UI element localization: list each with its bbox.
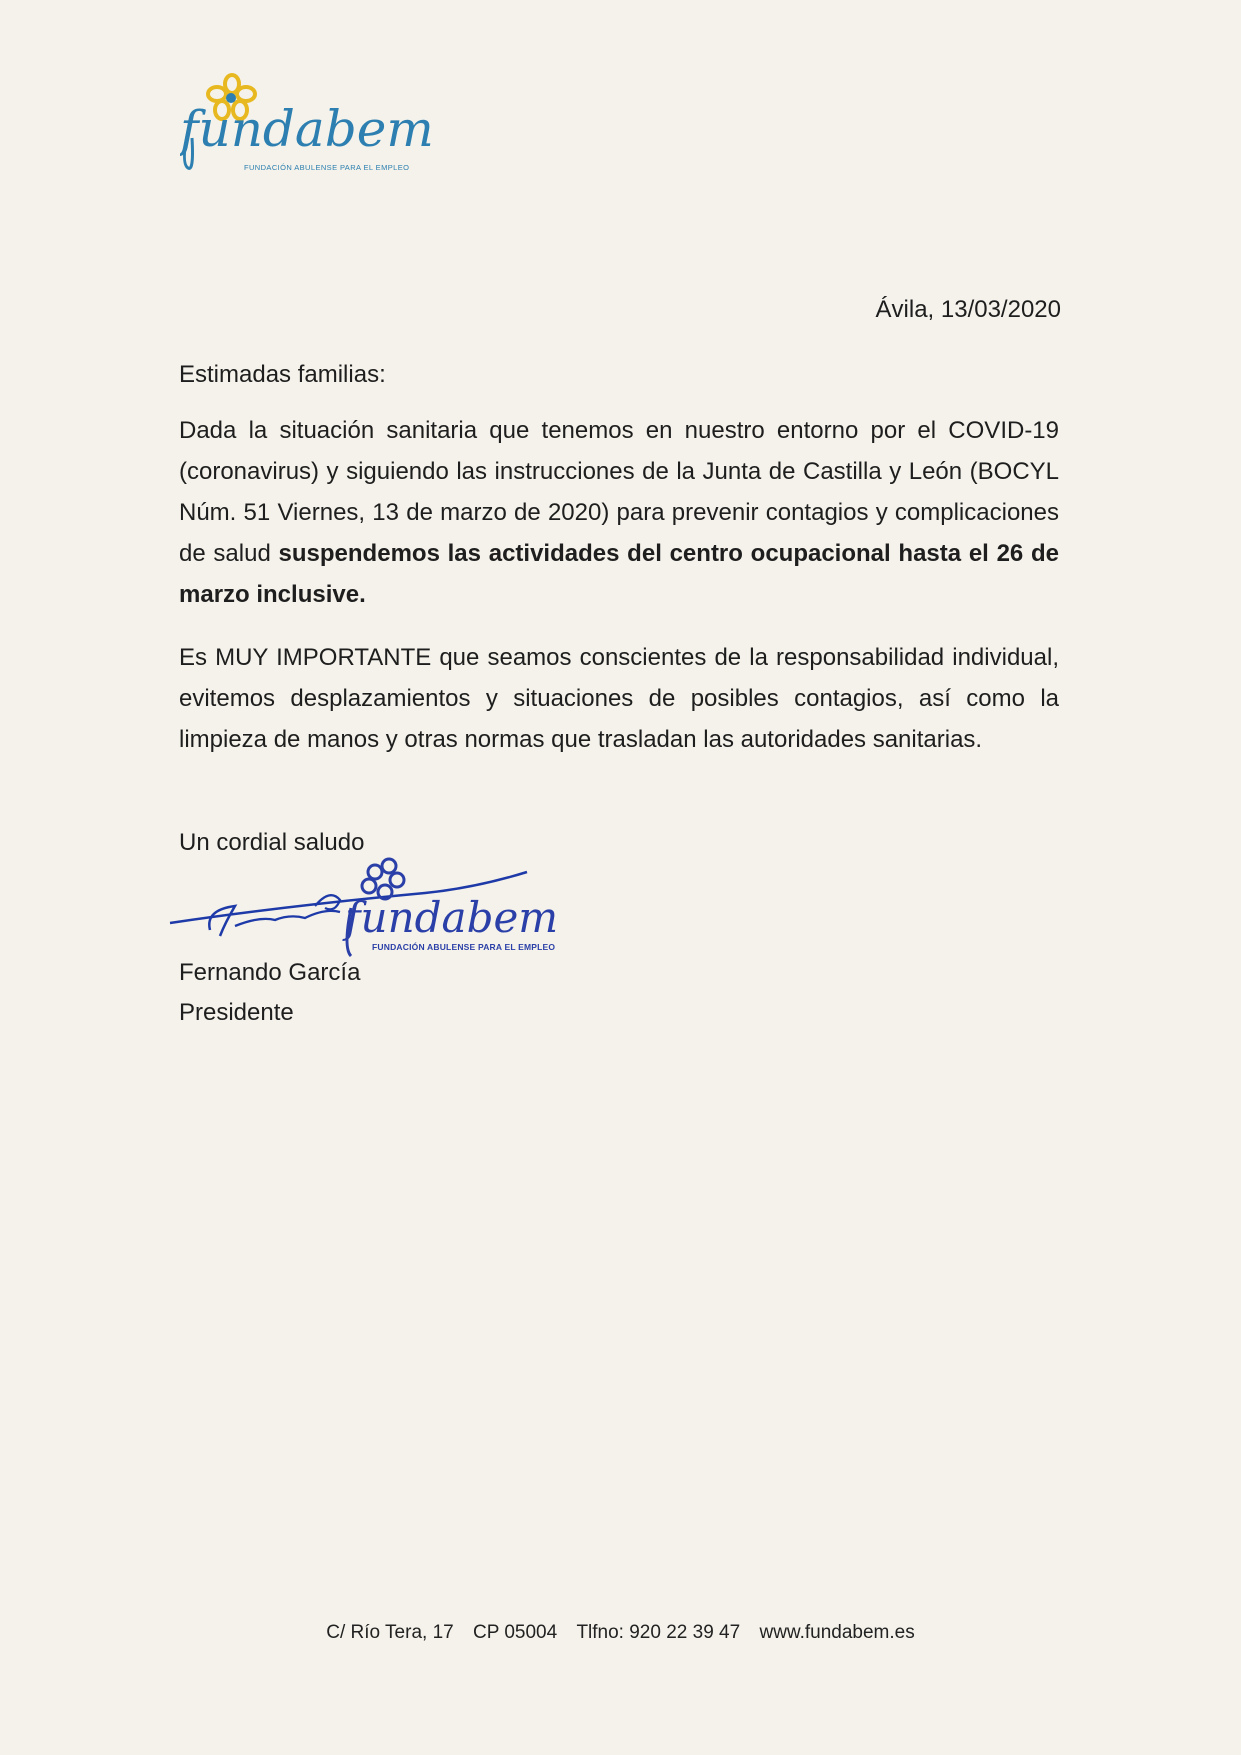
fundabem-logo [180, 68, 440, 198]
paragraph-1-text: Dada la situación sanitaria que tenemos en nuestro entorno por el COVID-19 (coronavirus) y siguiendo las instrucciones de la Junta de Castilla y León (BOCYL Núm. 51 Viernes, 13 de marzo de 2020) para prevenir contagios y complicaciones de salud [179, 417, 1059, 567]
footer-website[interactable]: www.fundabem.es [759, 1622, 915, 1643]
svg-text:fundabem: fundabem [345, 893, 559, 942]
stamp-subtitle: FUNDACIÓN ABULENSE PARA EL EMPLEO [372, 942, 556, 952]
signer-role: Presidente [179, 999, 294, 1026]
footer-postal: CP 05004 [472, 1622, 558, 1643]
footer-phone: Tlfno: 920 22 39 47 [576, 1622, 741, 1643]
letter-date: Ávila, 13/03/2020 [875, 296, 1061, 323]
paragraph-2: Es MUY IMPORTANTE que seamos conscientes de la responsabilidad individual, evitemos desplazamientos y situaciones de posibles contagios, así como la limpieza de manos y otras normas que trasladan las autoridades sanitarias. [179, 644, 1059, 753]
logo-subtitle: FUNDACIÓN ABULENSE PARA EL EMPLEO [244, 163, 410, 172]
paragraph-1 [179, 410, 1059, 615]
signer-name: Fernando García [179, 959, 361, 986]
signature-stamp [165, 848, 595, 963]
flower-logo-icon [180, 68, 440, 178]
paragraph-1-bold: suspendemos las actividades del centro ocupacional hasta el 26 de marzo inclusive. [179, 540, 1060, 608]
letter-footer [0, 1622, 1241, 1644]
svg-text:fundabem: fundabem [180, 100, 434, 158]
footer-address: C/ Río Tera, 17 [326, 1622, 454, 1643]
letter-closing: Un cordial saludo [179, 829, 365, 856]
letter-greeting: Estimadas familias: [179, 361, 386, 388]
